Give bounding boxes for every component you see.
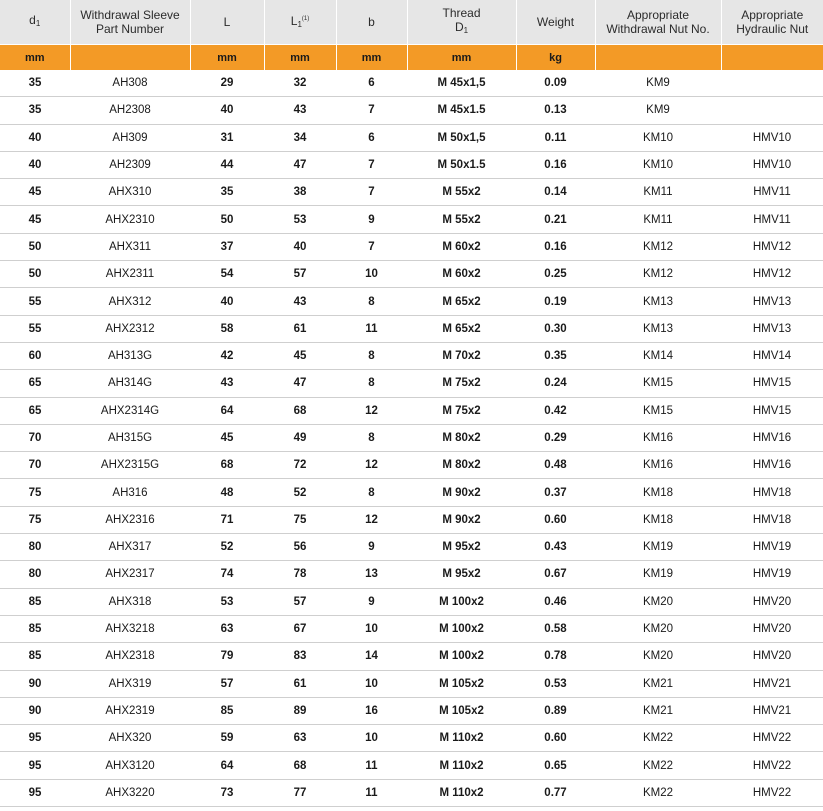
table-cell: 70 [0, 452, 70, 479]
table-cell: 31 [190, 124, 264, 151]
table-cell: M 105x2 [407, 697, 516, 724]
table-cell: AH2308 [70, 97, 190, 124]
table-cell: AHX3218 [70, 615, 190, 642]
table-cell: KM19 [595, 561, 721, 588]
header-l1: $L_1^{(1)}$ [264, 0, 336, 45]
table-cell: 9 [336, 588, 407, 615]
table-cell: KM20 [595, 643, 721, 670]
table-cell: AHX317 [70, 534, 190, 561]
table-cell: 35 [190, 179, 264, 206]
table-cell: 0.16 [516, 233, 595, 260]
table-row [0, 397, 823, 424]
table-cell: 8 [336, 342, 407, 369]
table-cell: HMV18 [721, 506, 823, 533]
table-cell: HMV10 [721, 124, 823, 151]
table-cell: M 80x2 [407, 424, 516, 451]
table-cell: 50 [190, 206, 264, 233]
table-cell: AHX3220 [70, 779, 190, 806]
table-row [0, 697, 823, 724]
table-cell: 85 [0, 643, 70, 670]
table-cell: 10 [336, 725, 407, 752]
table-body [0, 70, 823, 807]
table-cell: 8 [336, 370, 407, 397]
table-cell: 72 [264, 452, 336, 479]
table-cell: 85 [0, 615, 70, 642]
table-cell: 11 [336, 779, 407, 806]
table-cell: HMV12 [721, 261, 823, 288]
table-cell: 16 [336, 697, 407, 724]
table-cell: 0.19 [516, 288, 595, 315]
table-cell: HMV12 [721, 233, 823, 260]
table-row [0, 370, 823, 397]
table-row [0, 561, 823, 588]
table-cell: AHX2316 [70, 506, 190, 533]
table-cell: 54 [190, 261, 264, 288]
table-cell: AHX318 [70, 588, 190, 615]
table-cell: 0.30 [516, 315, 595, 342]
table-cell: 57 [264, 261, 336, 288]
table-cell: HMV15 [721, 397, 823, 424]
table-cell: 56 [264, 534, 336, 561]
table-cell: AH316 [70, 479, 190, 506]
table-cell: 90 [0, 670, 70, 697]
table-row [0, 261, 823, 288]
table-cell: KM22 [595, 779, 721, 806]
table-cell: 59 [190, 725, 264, 752]
table-cell: 10 [336, 670, 407, 697]
table-cell: M 60x2 [407, 233, 516, 260]
table-cell: AHX320 [70, 725, 190, 752]
table-cell: AHX2314G [70, 397, 190, 424]
table-cell: 0.46 [516, 588, 595, 615]
table-cell: 34 [264, 124, 336, 151]
table-cell: 80 [0, 561, 70, 588]
table-cell: KM13 [595, 288, 721, 315]
table-cell: KM11 [595, 179, 721, 206]
table-row [0, 479, 823, 506]
table-cell: 52 [264, 479, 336, 506]
table-cell: 0.65 [516, 752, 595, 779]
table-cell: 85 [190, 697, 264, 724]
header-row [0, 0, 823, 45]
table-cell: 7 [336, 97, 407, 124]
table-cell: 0.35 [516, 342, 595, 369]
table-row [0, 779, 823, 806]
table-cell: 9 [336, 534, 407, 561]
table-cell: 0.67 [516, 561, 595, 588]
table-cell: KM19 [595, 534, 721, 561]
table-row [0, 752, 823, 779]
table-cell: M 50x1.5 [407, 151, 516, 178]
unit-cell: mm [0, 45, 70, 71]
table-cell: 68 [264, 752, 336, 779]
table-cell: KM9 [595, 70, 721, 97]
table-cell: M 45x1.5 [407, 97, 516, 124]
table-cell: 10 [336, 261, 407, 288]
table-cell: 8 [336, 479, 407, 506]
table-cell: 68 [264, 397, 336, 424]
table-cell: 0.60 [516, 506, 595, 533]
table-row [0, 70, 823, 97]
table-cell: HMV22 [721, 725, 823, 752]
table-cell: M 100x2 [407, 615, 516, 642]
table-cell: 95 [0, 752, 70, 779]
unit-cell [70, 45, 190, 71]
table-cell: M 110x2 [407, 779, 516, 806]
table-row [0, 506, 823, 533]
table-cell: HMV10 [721, 151, 823, 178]
table-row [0, 315, 823, 342]
table-cell: 0.25 [516, 261, 595, 288]
table-row [0, 670, 823, 697]
table-cell: AHX2310 [70, 206, 190, 233]
table-cell [721, 70, 823, 97]
header-d1: $d_1$ [0, 0, 70, 45]
table-cell: 0.58 [516, 615, 595, 642]
header-withdrawal-nut: Appropriate Withdrawal Nut No. [595, 0, 721, 45]
table-cell: HMV15 [721, 370, 823, 397]
table-cell: KM16 [595, 452, 721, 479]
table-cell: AH309 [70, 124, 190, 151]
table-cell: 0.78 [516, 643, 595, 670]
table-cell: 35 [0, 97, 70, 124]
table-cell: AHX2311 [70, 261, 190, 288]
table-cell: 85 [0, 588, 70, 615]
table-cell: KM22 [595, 752, 721, 779]
table-cell: M 75x2 [407, 370, 516, 397]
table-cell: 40 [0, 124, 70, 151]
table-cell: 12 [336, 397, 407, 424]
table-cell: 60 [0, 342, 70, 369]
unit-cell: mm [336, 45, 407, 71]
table-cell: KM9 [595, 97, 721, 124]
table-cell: M 65x2 [407, 288, 516, 315]
table-cell: 40 [264, 233, 336, 260]
table-cell: 40 [0, 151, 70, 178]
table-cell: KM15 [595, 397, 721, 424]
table-cell: 45 [264, 342, 336, 369]
table-cell: 55 [0, 288, 70, 315]
table-cell: 9 [336, 206, 407, 233]
table-cell: AHX2312 [70, 315, 190, 342]
table-cell: 0.09 [516, 70, 595, 97]
table-cell: HMV13 [721, 288, 823, 315]
table-cell: KM16 [595, 424, 721, 451]
table-cell: HMV21 [721, 697, 823, 724]
table-cell: M 95x2 [407, 534, 516, 561]
table-cell: 0.89 [516, 697, 595, 724]
table-cell: 6 [336, 70, 407, 97]
table-cell: AH308 [70, 70, 190, 97]
table-row [0, 643, 823, 670]
table-cell: AHX312 [70, 288, 190, 315]
table-cell: 65 [0, 397, 70, 424]
table-cell: AHX2317 [70, 561, 190, 588]
table-cell: AHX2319 [70, 697, 190, 724]
table-cell: KM21 [595, 670, 721, 697]
table-cell: 48 [190, 479, 264, 506]
table-cell: 0.43 [516, 534, 595, 561]
table-row [0, 588, 823, 615]
table-cell: HMV11 [721, 206, 823, 233]
table-cell: 64 [190, 397, 264, 424]
table-cell: 0.16 [516, 151, 595, 178]
table-cell: 7 [336, 179, 407, 206]
table-cell: 45 [0, 206, 70, 233]
table-cell: M 45x1,5 [407, 70, 516, 97]
table-cell: M 50x1,5 [407, 124, 516, 151]
table-cell: AHX3120 [70, 752, 190, 779]
unit-cell: kg [516, 45, 595, 71]
table-cell: 0.11 [516, 124, 595, 151]
table-cell: M 60x2 [407, 261, 516, 288]
table-cell: 37 [190, 233, 264, 260]
table-cell: 44 [190, 151, 264, 178]
table-cell: AHX2318 [70, 643, 190, 670]
table-cell: AHX319 [70, 670, 190, 697]
table-cell: 63 [264, 725, 336, 752]
table-cell: KM13 [595, 315, 721, 342]
unit-cell: mm [407, 45, 516, 71]
table-cell: M 70x2 [407, 342, 516, 369]
table-cell: 64 [190, 752, 264, 779]
header-hydraulic-nut: Appropriate Hydraulic Nut [721, 0, 823, 45]
table-cell: M 90x2 [407, 479, 516, 506]
table-cell: M 75x2 [407, 397, 516, 424]
table-cell: KM11 [595, 206, 721, 233]
table-cell: 42 [190, 342, 264, 369]
table-cell: 12 [336, 452, 407, 479]
table-cell: 53 [190, 588, 264, 615]
table-cell: 45 [190, 424, 264, 451]
table-cell: 90 [0, 697, 70, 724]
table-cell: 10 [336, 615, 407, 642]
table-cell: KM18 [595, 479, 721, 506]
table-cell: KM15 [595, 370, 721, 397]
table-cell: 7 [336, 151, 407, 178]
table-cell: 71 [190, 506, 264, 533]
table-cell: 65 [0, 370, 70, 397]
table-cell: M 95x2 [407, 561, 516, 588]
table-cell: M 100x2 [407, 643, 516, 670]
table-cell: HMV11 [721, 179, 823, 206]
table-cell: 7 [336, 233, 407, 260]
header-part-number: Withdrawal Sleeve Part Number [70, 0, 190, 45]
table-cell: HMV16 [721, 452, 823, 479]
table-cell: M 55x2 [407, 179, 516, 206]
table-cell: 58 [190, 315, 264, 342]
table-cell: 61 [264, 315, 336, 342]
table-cell: 75 [0, 506, 70, 533]
table-cell: M 110x2 [407, 752, 516, 779]
table-cell: 47 [264, 370, 336, 397]
table-cell: 0.77 [516, 779, 595, 806]
table-cell: HMV21 [721, 670, 823, 697]
table-cell: KM20 [595, 615, 721, 642]
table-cell: 80 [0, 534, 70, 561]
table-cell: 0.60 [516, 725, 595, 752]
table-cell: 12 [336, 506, 407, 533]
table-cell: KM12 [595, 261, 721, 288]
table-cell: KM18 [595, 506, 721, 533]
table-cell: HMV19 [721, 534, 823, 561]
table-cell: 52 [190, 534, 264, 561]
table-cell: 49 [264, 424, 336, 451]
header-b: b [336, 0, 407, 45]
table-cell: 32 [264, 70, 336, 97]
table-cell: 63 [190, 615, 264, 642]
table-cell: KM20 [595, 588, 721, 615]
table-cell: 6 [336, 124, 407, 151]
table-cell: 0.42 [516, 397, 595, 424]
table-cell: M 80x2 [407, 452, 516, 479]
table-cell: HMV20 [721, 615, 823, 642]
header-weight: Weight [516, 0, 595, 45]
table-cell: KM10 [595, 124, 721, 151]
table-cell: 83 [264, 643, 336, 670]
table-cell: 55 [0, 315, 70, 342]
table-cell: 38 [264, 179, 336, 206]
table-cell: M 65x2 [407, 315, 516, 342]
table-cell [721, 97, 823, 124]
table-row [0, 615, 823, 642]
table-cell: 35 [0, 70, 70, 97]
table-cell: 11 [336, 752, 407, 779]
table-cell: 70 [0, 424, 70, 451]
table-cell: 8 [336, 288, 407, 315]
table-cell: AHX310 [70, 179, 190, 206]
table-cell: KM10 [595, 151, 721, 178]
table-cell: 0.21 [516, 206, 595, 233]
table-cell: HMV22 [721, 779, 823, 806]
table-cell: 50 [0, 233, 70, 260]
units-row [0, 45, 823, 71]
table-cell: 61 [264, 670, 336, 697]
table-cell: 79 [190, 643, 264, 670]
table-cell: 0.29 [516, 424, 595, 451]
table-cell: 43 [264, 97, 336, 124]
table-row [0, 288, 823, 315]
table-cell: 95 [0, 779, 70, 806]
table-cell: HMV20 [721, 643, 823, 670]
table-cell: HMV14 [721, 342, 823, 369]
table-row [0, 342, 823, 369]
table-cell: KM12 [595, 233, 721, 260]
table-cell: M 105x2 [407, 670, 516, 697]
table-cell: 57 [264, 588, 336, 615]
table-cell: 50 [0, 261, 70, 288]
table-cell: 14 [336, 643, 407, 670]
table-row [0, 206, 823, 233]
table-cell: 68 [190, 452, 264, 479]
table-cell: 47 [264, 151, 336, 178]
table-row [0, 534, 823, 561]
table-row [0, 124, 823, 151]
table-cell: 74 [190, 561, 264, 588]
table-cell: 77 [264, 779, 336, 806]
table-cell: HMV13 [721, 315, 823, 342]
table-cell: KM14 [595, 342, 721, 369]
table-cell: 95 [0, 725, 70, 752]
table-cell: 13 [336, 561, 407, 588]
table-cell: 89 [264, 697, 336, 724]
table-cell: 40 [190, 97, 264, 124]
table-row [0, 179, 823, 206]
table-cell: 40 [190, 288, 264, 315]
table-cell: AHX2315G [70, 452, 190, 479]
unit-cell [721, 45, 823, 71]
table-cell: 0.13 [516, 97, 595, 124]
table-cell: HMV19 [721, 561, 823, 588]
header-l: L [190, 0, 264, 45]
table-cell: 0.14 [516, 179, 595, 206]
table-cell: KM22 [595, 725, 721, 752]
table-cell: 11 [336, 315, 407, 342]
table-cell: AHX311 [70, 233, 190, 260]
table-cell: 43 [190, 370, 264, 397]
table-row [0, 424, 823, 451]
table-cell: M 90x2 [407, 506, 516, 533]
unit-cell [595, 45, 721, 71]
table-cell: 0.24 [516, 370, 595, 397]
table-cell: 73 [190, 779, 264, 806]
table-cell: 0.48 [516, 452, 595, 479]
table-cell: HMV16 [721, 424, 823, 451]
table-cell: 57 [190, 670, 264, 697]
table-row [0, 233, 823, 260]
table-cell: AH2309 [70, 151, 190, 178]
table-cell: HMV22 [721, 752, 823, 779]
table-cell: M 55x2 [407, 206, 516, 233]
table-cell: 53 [264, 206, 336, 233]
table-cell: HMV20 [721, 588, 823, 615]
table-cell: 43 [264, 288, 336, 315]
table-cell: HMV18 [721, 479, 823, 506]
table-cell: AH313G [70, 342, 190, 369]
table-cell: 0.53 [516, 670, 595, 697]
unit-cell: mm [264, 45, 336, 71]
table-cell: 75 [264, 506, 336, 533]
table-row [0, 725, 823, 752]
table-cell: 45 [0, 179, 70, 206]
header-thread: Thread $D_1$ [407, 0, 516, 45]
unit-cell: mm [190, 45, 264, 71]
table-cell: 29 [190, 70, 264, 97]
table-cell: 78 [264, 561, 336, 588]
table-cell: AH314G [70, 370, 190, 397]
table-cell: 67 [264, 615, 336, 642]
table-cell: M 100x2 [407, 588, 516, 615]
table-cell: 0.37 [516, 479, 595, 506]
table-cell: 8 [336, 424, 407, 451]
table-row [0, 452, 823, 479]
table-row [0, 97, 823, 124]
table-row [0, 151, 823, 178]
table-cell: M 110x2 [407, 725, 516, 752]
table-cell: KM21 [595, 697, 721, 724]
table-cell: 75 [0, 479, 70, 506]
table-cell: AH315G [70, 424, 190, 451]
